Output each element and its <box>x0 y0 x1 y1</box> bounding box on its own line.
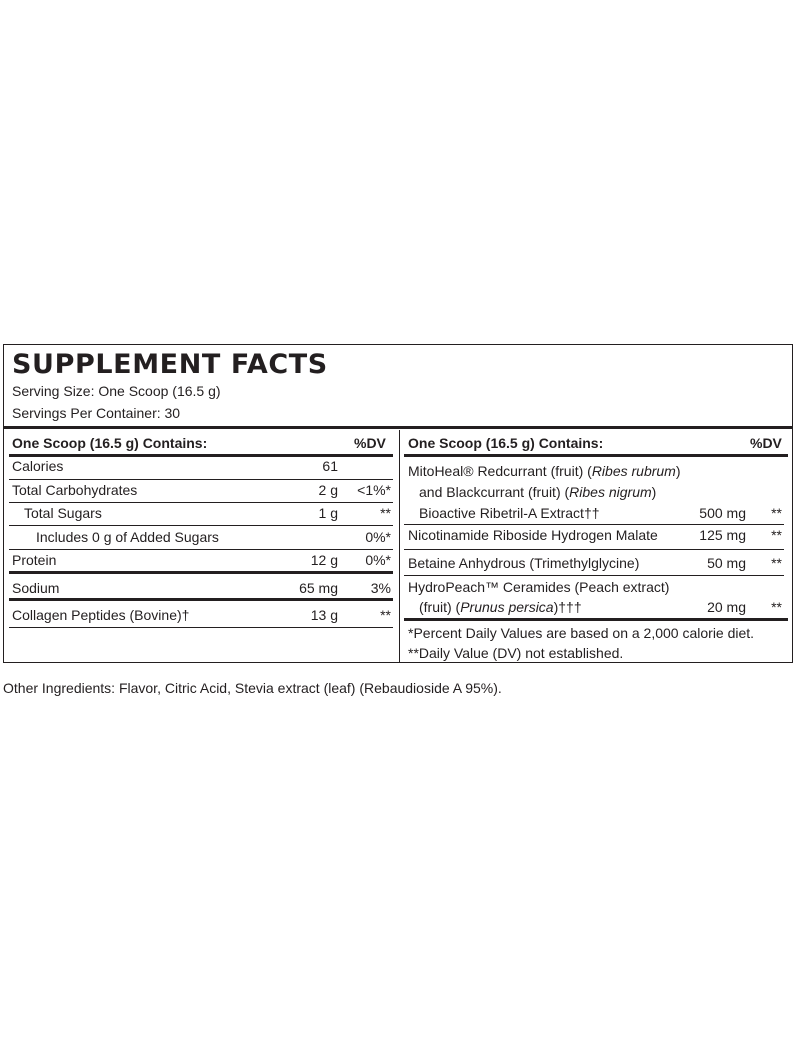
nutrient-name: Sodium <box>12 580 60 596</box>
nutrient-amount: 1 g <box>318 505 338 521</box>
panel-title: SUPPLEMENT FACTS <box>12 349 328 380</box>
nutrient-dv: ** <box>380 607 391 623</box>
row-rule <box>404 524 784 525</box>
servings-per-container: Servings Per Container: 30 <box>12 405 181 421</box>
mitoheal-line3: Bioactive Ribetril-A Extract†† <box>419 505 600 521</box>
ingredient-dv: ** <box>771 505 782 521</box>
ingredient-amount: 20 mg <box>707 599 746 615</box>
row-rule <box>9 502 393 503</box>
header-divider <box>4 426 792 429</box>
nutrient-amount: 61 <box>322 458 338 474</box>
row-rule <box>9 525 393 526</box>
right-header-rule <box>404 454 788 457</box>
left-header: One Scoop (16.5 g) Contains: <box>12 435 208 451</box>
ingredient-name: Nicotinamide Riboside Hydrogen Malate <box>408 527 658 543</box>
row-rule <box>404 549 784 550</box>
nutrient-name: Includes 0 g of Added Sugars <box>36 529 219 545</box>
ingredient-dv: ** <box>771 527 782 543</box>
nutrient-amount: 13 g <box>310 607 338 623</box>
nutrient-name: Calories <box>12 458 64 474</box>
nutrient-amount: 12 g <box>310 552 338 568</box>
footnote-percent-dv: *Percent Daily Values are based on a 2,000 calorie diet. <box>408 625 755 641</box>
nutrient-dv: <1%* <box>357 482 391 498</box>
nutrient-name: Collagen Peptides (Bovine)† <box>12 607 190 623</box>
nutrient-dv: 3% <box>370 580 391 596</box>
nutrient-name: Protein <box>12 552 57 568</box>
ingredient-amount: 125 mg <box>699 527 746 543</box>
right-header-dv: %DV <box>750 435 782 451</box>
ingredient-dv: ** <box>771 555 782 571</box>
row-rule <box>9 479 393 480</box>
nutrient-name: Total Carbohydrates <box>12 482 138 498</box>
footnote-rule <box>404 618 788 621</box>
serving-size: Serving Size: One Scoop (16.5 g) <box>12 383 221 399</box>
ingredient-amount: 50 mg <box>707 555 746 571</box>
nutrient-dv: 0%* <box>365 529 391 545</box>
nutrient-amount: 65 mg <box>299 580 338 596</box>
hydropeach-line2: (fruit) (Prunus persica)††† <box>419 599 582 615</box>
column-divider <box>399 430 400 662</box>
row-rule <box>9 549 393 550</box>
ingredient-dv: ** <box>771 599 782 615</box>
left-header-dv: %DV <box>354 435 386 451</box>
nutrient-dv: ** <box>380 505 391 521</box>
mitoheal-line2: and Blackcurrant (fruit) (Ribes nigrum) <box>419 484 657 500</box>
row-rule-thick <box>9 598 393 601</box>
ingredient-name: Betaine Anhydrous (Trimethylglycine) <box>408 555 640 571</box>
row-rule <box>9 627 393 628</box>
footnote-dv-not-established: **Daily Value (DV) not established. <box>408 645 624 661</box>
row-rule <box>404 575 784 576</box>
right-header: One Scoop (16.5 g) Contains: <box>408 435 604 451</box>
supplement-facts-panel <box>3 344 793 663</box>
nutrient-dv: 0%* <box>365 552 391 568</box>
ingredient-amount: 500 mg <box>699 505 746 521</box>
mitoheal-line1: MitoHeal® Redcurrant (fruit) (Ribes rubrum) <box>408 463 681 479</box>
hydropeach-line1: HydroPeach™ Ceramides (Peach extract) <box>408 579 670 595</box>
other-ingredients: Other Ingredients: Flavor, Citric Acid, Stevia extract (leaf) (Rebaudioside A 95%). <box>3 680 502 696</box>
nutrient-name: Total Sugars <box>24 505 102 521</box>
row-rule-thick <box>9 571 393 574</box>
nutrient-amount: 2 g <box>318 482 338 498</box>
